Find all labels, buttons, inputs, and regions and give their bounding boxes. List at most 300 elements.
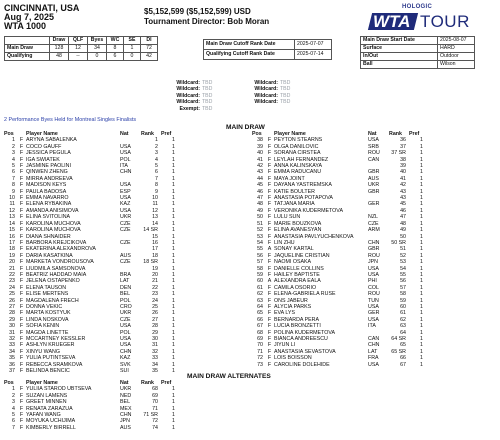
status-cell: F <box>267 303 272 310</box>
nat-cell: USA <box>120 143 131 150</box>
player-name-cell: ELINA SVITOLINA <box>26 214 71 221</box>
rank-cell: 1 <box>155 137 158 144</box>
rank-cell: 50 <box>400 233 406 240</box>
pref-cell: 1 <box>172 201 175 208</box>
pos-cell: 49 <box>257 207 263 214</box>
nat-cell: UKR <box>120 214 132 221</box>
info-label: In/Out <box>361 53 438 61</box>
info-value: HARD <box>438 45 475 53</box>
rank-cell: 28 <box>152 323 158 330</box>
col-header: QLF <box>69 37 88 45</box>
pref-cell: 1 <box>420 342 423 349</box>
rank-cell: 68 <box>152 386 158 393</box>
wildcard-value: TBD <box>280 92 291 99</box>
pref-cell: 1 <box>420 284 423 291</box>
player-name-cell: ALYCIA PARKS <box>274 303 312 310</box>
status-cell: F <box>267 336 272 342</box>
pref-cell: 1 <box>420 336 423 342</box>
pref-cell: 1 <box>172 284 175 291</box>
pref-cell: 1 <box>172 348 175 355</box>
pref-cell: 1 <box>172 392 175 399</box>
player-name-cell: POLINA KUDERMETOVA <box>274 329 336 336</box>
col-header-player-name: Player Name <box>26 380 58 386</box>
pref-cell: 1 <box>420 233 423 240</box>
player-name-cell: MCCARTNEY KESSLER <box>26 336 86 342</box>
info-value: 2025-08-07 <box>438 37 475 45</box>
col-header-pos: Pos <box>4 380 14 386</box>
pref-cell: 1 <box>172 342 175 349</box>
cell: 0 <box>124 53 141 61</box>
status-cell: F <box>19 278 24 285</box>
nat-cell: CHN <box>368 342 380 349</box>
player-name-cell: HAILEY BAPTISTE <box>274 271 320 278</box>
player-name-cell: ANASTASIA PAVLYUCHENKOVA <box>274 233 354 240</box>
nat-cell: CZE <box>120 220 131 227</box>
pref-cell: 1 <box>172 418 175 425</box>
player-name-cell: DANIELLE COLLINS <box>274 265 324 272</box>
player-name-cell: MAGDA LINETTE <box>26 329 69 336</box>
status-cell: F <box>19 220 24 227</box>
status-cell: F <box>19 316 24 323</box>
rank-cell: 15 <box>152 233 158 240</box>
cell: 34 <box>88 45 107 53</box>
nat-cell: USA <box>120 336 131 342</box>
tournament-date: Aug 7, 2025 <box>4 12 55 22</box>
pos-cell: 24 <box>9 284 15 291</box>
pref-cell: 1 <box>172 169 175 176</box>
nat-cell: USA <box>120 182 131 189</box>
status-cell: F <box>267 207 272 214</box>
rank-cell: 50 SR <box>391 239 406 246</box>
pref-cell: 1 <box>172 323 175 330</box>
cutoff-label: Qualifying Cutoff Rank Date <box>204 50 295 60</box>
player-name-cell: LEYLAH FERNANDEZ <box>274 156 329 163</box>
pos-cell: 56 <box>257 252 263 259</box>
wildcard-label: Wildcard: <box>176 80 200 86</box>
rank-cell: 20 <box>152 271 158 278</box>
pos-cell: 20 <box>9 259 15 266</box>
info-row <box>361 37 475 45</box>
status-cell: F <box>267 348 272 355</box>
col-header-pos: Pos <box>4 131 14 137</box>
cell: 48 <box>50 53 69 61</box>
rank-cell: 63 <box>400 323 406 330</box>
main-draw-right-table <box>252 131 423 368</box>
col-header-pref: Pref <box>161 131 172 137</box>
pref-cell: 1 <box>172 303 175 310</box>
rank-cell: 65 <box>400 342 406 349</box>
nat-cell: GBR <box>368 169 380 176</box>
status-cell: F <box>19 227 24 234</box>
player-name-cell: YAFAN WANG <box>26 412 61 419</box>
status-cell: F <box>19 405 24 412</box>
status-cell: F <box>267 316 272 323</box>
rank-cell: 66 <box>400 355 406 362</box>
wildcard-value: TBD <box>202 99 213 106</box>
draw-size-row <box>5 53 158 61</box>
rank-cell: 30 <box>152 336 158 342</box>
status-cell: F <box>19 348 24 355</box>
nat-cell: USA <box>368 137 379 144</box>
wildcard-value: TBD <box>202 80 213 86</box>
player-name-cell: LUCIA BRONZETTI <box>274 323 321 330</box>
row-label: Main Draw <box>5 45 50 53</box>
nat-cell: DEN <box>120 284 132 291</box>
status-cell: F <box>267 220 272 227</box>
player-name-cell: KATIE BOULTER <box>274 188 316 195</box>
status-cell: F <box>19 182 24 189</box>
pos-cell: 68 <box>257 329 263 336</box>
rank-cell: 17 <box>152 246 158 253</box>
rank-cell: 24 <box>152 297 158 304</box>
nat-cell: TUN <box>368 297 379 304</box>
pos-cell: 45 <box>257 182 263 189</box>
status-cell: F <box>19 239 24 246</box>
status-cell: F <box>19 355 24 362</box>
rank-cell: 53 <box>400 259 406 266</box>
pref-cell: 1 <box>172 156 175 163</box>
nat-cell: ROU <box>368 291 380 298</box>
rank-cell: 37 SR <box>391 150 406 157</box>
rank-cell: 33 <box>152 355 158 362</box>
pref-cell: 1 <box>420 143 423 150</box>
nat-cell: CZE <box>120 259 131 266</box>
status-cell: F <box>19 214 24 221</box>
nat-cell: CZE <box>120 316 131 323</box>
status-cell: F <box>267 182 272 189</box>
status-cell: F <box>19 265 24 272</box>
player-name-cell: OLGA DANILOVIC <box>274 143 319 150</box>
pref-cell: 1 <box>172 278 175 285</box>
rank-cell: 14 <box>152 220 158 227</box>
col-header-nat: Nat <box>120 131 129 137</box>
pref-cell: 1 <box>172 227 175 234</box>
pref-cell: 1 <box>420 297 423 304</box>
draw-size-corner <box>5 37 50 45</box>
player-name-cell: ARYNA SABALENKA <box>26 137 77 144</box>
status-cell: F <box>19 323 24 330</box>
pos-cell: 46 <box>257 188 263 195</box>
cell: 6 <box>107 53 124 61</box>
pos-cell: 53 <box>257 233 263 240</box>
player-name-cell: EMMA RADUCANU <box>274 169 322 176</box>
status-cell: F <box>267 342 272 349</box>
status-cell: F <box>19 342 24 349</box>
pos-cell: 41 <box>257 156 263 163</box>
pos-cell: 64 <box>257 303 263 310</box>
player-name-cell: ELENA-GABRIELA RUSE <box>274 291 336 298</box>
wildcard-label: Wildcard: <box>254 92 278 99</box>
pos-cell: 25 <box>9 291 15 298</box>
status-cell: F <box>19 201 24 208</box>
rank-cell: 21 <box>152 278 158 285</box>
pos-cell: 3 <box>12 150 15 157</box>
pref-cell: 1 <box>420 361 423 368</box>
wildcard-label: Wildcard: <box>176 86 200 93</box>
status-cell: F <box>267 259 272 266</box>
tournament-header <box>4 4 79 31</box>
pref-cell: 1 <box>420 271 423 278</box>
pref-cell: 1 <box>420 291 423 298</box>
rank-cell: 71 SR <box>143 412 158 419</box>
alternates-table <box>4 380 175 431</box>
cell: 0 <box>88 53 107 61</box>
pos-cell: 19 <box>9 252 15 259</box>
main-draw-left-table <box>4 131 175 374</box>
col-header-nat: Nat <box>368 131 377 137</box>
status-cell: F <box>267 195 272 202</box>
pref-cell: 1 <box>420 303 423 310</box>
rank-cell: 41 <box>400 175 406 182</box>
pos-cell: 31 <box>9 329 15 336</box>
rank-cell: 18 SR <box>143 259 158 266</box>
player-name-cell: JASMINE PAOLINI <box>26 163 71 170</box>
status-cell: F <box>19 246 24 253</box>
info-row <box>361 45 475 53</box>
status-cell: F <box>267 291 272 298</box>
status-cell: F <box>19 271 24 278</box>
draw-size-row <box>5 45 158 53</box>
pos-cell: 54 <box>257 239 263 246</box>
rank-cell: 46 <box>400 207 406 214</box>
player-name-cell: JELENA OSTAPENKO <box>26 278 80 285</box>
cell: -- <box>69 53 88 61</box>
wildcard-label: Wildcard: <box>254 86 278 93</box>
status-cell: F <box>267 284 272 291</box>
info-label: Main Draw Start Date <box>361 37 438 45</box>
nat-cell: JPN <box>120 418 131 425</box>
player-name-cell: REBECCA SRAMKOVA <box>26 361 83 368</box>
status-cell: F <box>19 163 24 170</box>
player-name-cell: EVA LYS <box>274 310 296 317</box>
pos-cell: 34 <box>9 348 15 355</box>
player-name-cell: SOFIA KENIN <box>26 323 60 330</box>
alternate-row <box>4 425 175 431</box>
pref-cell: 1 <box>172 297 175 304</box>
pos-cell: 59 <box>257 271 263 278</box>
rank-cell: 57 <box>400 284 406 291</box>
player-name-cell: ELISE MERTENS <box>26 291 69 298</box>
rank-cell: 58 <box>400 291 406 298</box>
cutoff-label: Main Draw Cutoff Rank Date <box>204 40 295 50</box>
status-cell: F <box>19 175 24 182</box>
pref-cell: 1 <box>420 246 423 253</box>
rank-cell: 55 <box>400 271 406 278</box>
wildcard-label: Wildcard: <box>254 80 278 86</box>
info-row <box>361 53 475 61</box>
rank-cell: 60 <box>400 303 406 310</box>
status-cell: F <box>19 329 24 336</box>
rank-cell: 39 <box>400 163 406 170</box>
nat-cell: FRA <box>368 355 379 362</box>
status-cell: F <box>267 297 272 304</box>
pref-cell: 1 <box>420 156 423 163</box>
pref-cell: 1 <box>172 163 175 170</box>
pos-cell: 30 <box>9 323 15 330</box>
nat-cell: CHN <box>120 169 132 176</box>
player-name-cell: LULU SUN <box>274 214 301 221</box>
cell: 8 <box>107 45 124 53</box>
pref-cell: 1 <box>420 348 423 355</box>
rank-cell: 52 <box>400 252 406 259</box>
nat-cell: COL <box>368 284 379 291</box>
player-name-cell: XINYU WANG <box>26 348 60 355</box>
pos-cell: 71 <box>257 348 263 355</box>
status-cell: F <box>19 412 24 419</box>
player-name-cell: MIRRA ANDREEVA <box>26 175 73 182</box>
wildcard-value: TBD <box>280 80 291 86</box>
nat-cell: CHN <box>120 412 132 419</box>
nat-cell: PHI <box>368 278 377 285</box>
pref-cell: 1 <box>420 150 423 157</box>
col-header: Draw <box>50 37 69 45</box>
status-cell: F <box>19 137 24 144</box>
player-name-cell: LIUDMILA SAMSONOVA <box>26 265 86 272</box>
player-name-cell: COCO GAUFF <box>26 143 62 150</box>
pref-cell: 1 <box>420 163 423 170</box>
pref-cell: 1 <box>172 329 175 336</box>
pos-cell: 61 <box>257 284 263 291</box>
player-name-cell: EKATERINA ALEXANDROVA <box>26 246 96 253</box>
pref-cell: 1 <box>172 182 175 189</box>
nat-cell: CZE <box>120 239 131 246</box>
col-header-nat: Nat <box>120 380 129 386</box>
player-name-cell: SUZAN LAMENS <box>26 392 68 399</box>
pos-cell: 2 <box>12 392 15 399</box>
rank-cell: 45 <box>400 201 406 208</box>
pos-cell: 5 <box>12 163 15 170</box>
pref-cell: 1 <box>172 137 175 144</box>
rank-cell: 64 <box>400 329 406 336</box>
rank-cell: 2 <box>155 143 158 150</box>
player-name-cell: AMANDA ANISIMOVA <box>26 207 79 214</box>
player-name-cell: DAYANA YASTREMSKA <box>274 182 332 189</box>
rank-cell: 37 <box>400 143 406 150</box>
col-header-rank: Rank <box>141 380 154 386</box>
pos-cell: 13 <box>9 214 15 221</box>
player-name-cell: SONAY KARTAL <box>274 246 314 253</box>
nat-cell: AUS <box>120 424 131 431</box>
col-header-rank: Rank <box>141 131 154 137</box>
col-header-pref: Pref <box>161 380 172 386</box>
nat-cell: ROU <box>368 150 380 157</box>
pos-cell: 37 <box>9 368 15 375</box>
status-cell: F <box>19 424 24 431</box>
status-cell: F <box>19 386 24 393</box>
nat-cell: GER <box>368 201 380 208</box>
pos-cell: 23 <box>9 278 15 285</box>
nat-cell: AUS <box>120 252 131 259</box>
player-name-cell: GREET MINNEN <box>26 399 67 406</box>
pref-cell: 1 <box>420 239 423 246</box>
pref-cell: 1 <box>420 355 423 362</box>
draw-size-table <box>4 36 158 61</box>
pos-cell: 32 <box>9 336 15 342</box>
status-cell: F <box>19 399 24 406</box>
player-name-cell: DIANA SHNAIDER <box>26 233 71 240</box>
nat-cell: BEL <box>120 399 131 406</box>
cutoff-row <box>204 40 332 50</box>
pref-cell: 1 <box>420 259 423 266</box>
pref-cell: 1 <box>420 227 423 234</box>
pos-cell: 3 <box>12 399 15 406</box>
rank-cell: 69 <box>152 392 158 399</box>
nat-cell: KAZ <box>120 355 131 362</box>
rank-cell: 12 <box>152 207 158 214</box>
pos-cell: 18 <box>9 246 15 253</box>
rank-cell: 42 <box>400 182 406 189</box>
rank-cell: 62 <box>400 316 406 323</box>
pref-cell: 1 <box>420 252 423 259</box>
tournament-city: CINCINNATI, USA <box>4 3 80 13</box>
nat-cell: BEL <box>120 291 131 298</box>
cutoff-value: 2025-07-14 <box>295 50 332 60</box>
rank-cell: 4 <box>155 156 158 163</box>
rank-cell: 18 <box>152 252 158 259</box>
pos-cell: 51 <box>257 220 263 227</box>
player-name-cell: DONNA VEKIC <box>26 303 63 310</box>
rank-cell: 38 <box>400 156 406 163</box>
nat-cell: CRO <box>120 303 132 310</box>
status-cell: F <box>267 252 272 259</box>
logo-tour-text: TOUR <box>420 12 470 31</box>
pos-cell: 47 <box>257 195 263 202</box>
player-name-cell: MOYUKA UCHIJIMA <box>26 418 76 425</box>
pos-cell: 55 <box>257 246 263 253</box>
player-name-cell: MADISON KEYS <box>26 182 67 189</box>
status-cell: F <box>19 207 24 214</box>
pos-cell: 7 <box>12 175 15 182</box>
pref-cell: 1 <box>420 188 423 195</box>
pos-cell: 63 <box>257 297 263 304</box>
player-name-cell: KAROLINA MUCHOVA <box>26 227 81 234</box>
col-header: WC <box>107 37 124 45</box>
player-name-cell: EMMA NAVARRO <box>26 195 69 202</box>
rank-cell: 29 <box>152 329 158 336</box>
cell: 42 <box>141 53 158 61</box>
tournament-tier: WTA 1000 <box>4 21 47 31</box>
pos-cell: 14 <box>9 220 15 227</box>
status-cell: F <box>19 143 24 150</box>
player-name-cell: ASHLYN KRUEGER <box>26 342 75 349</box>
pos-cell: 15 <box>9 227 15 234</box>
status-cell: F <box>267 214 272 221</box>
pos-cell: 66 <box>257 316 263 323</box>
rank-cell: 6 <box>155 169 158 176</box>
nat-cell: CAN <box>368 156 380 163</box>
pref-cell: 1 <box>420 201 423 208</box>
nat-cell: USA <box>120 207 131 214</box>
pref-cell: 1 <box>172 150 175 157</box>
nat-cell: SRB <box>368 143 379 150</box>
pos-cell: 44 <box>257 175 263 182</box>
pos-cell: 40 <box>257 150 263 157</box>
logo-wta-text: WTA <box>373 12 411 31</box>
tournament-director: Tournament Director: Bob Moran <box>144 17 270 26</box>
status-cell: F <box>267 137 272 144</box>
nat-cell: ESP <box>120 188 131 195</box>
pos-cell: 42 <box>257 163 263 170</box>
info-label: Surface <box>361 45 438 53</box>
player-name-cell: DARIA KASATKINA <box>26 252 73 259</box>
nat-cell: UKR <box>120 310 132 317</box>
cutoff-value: 2025-07-07 <box>295 40 332 50</box>
col-header-pos: Pos <box>252 131 262 137</box>
pos-cell: 39 <box>257 143 263 150</box>
pref-cell: 1 <box>420 214 423 221</box>
pos-cell: 27 <box>9 303 15 310</box>
status-cell: F <box>267 169 272 176</box>
